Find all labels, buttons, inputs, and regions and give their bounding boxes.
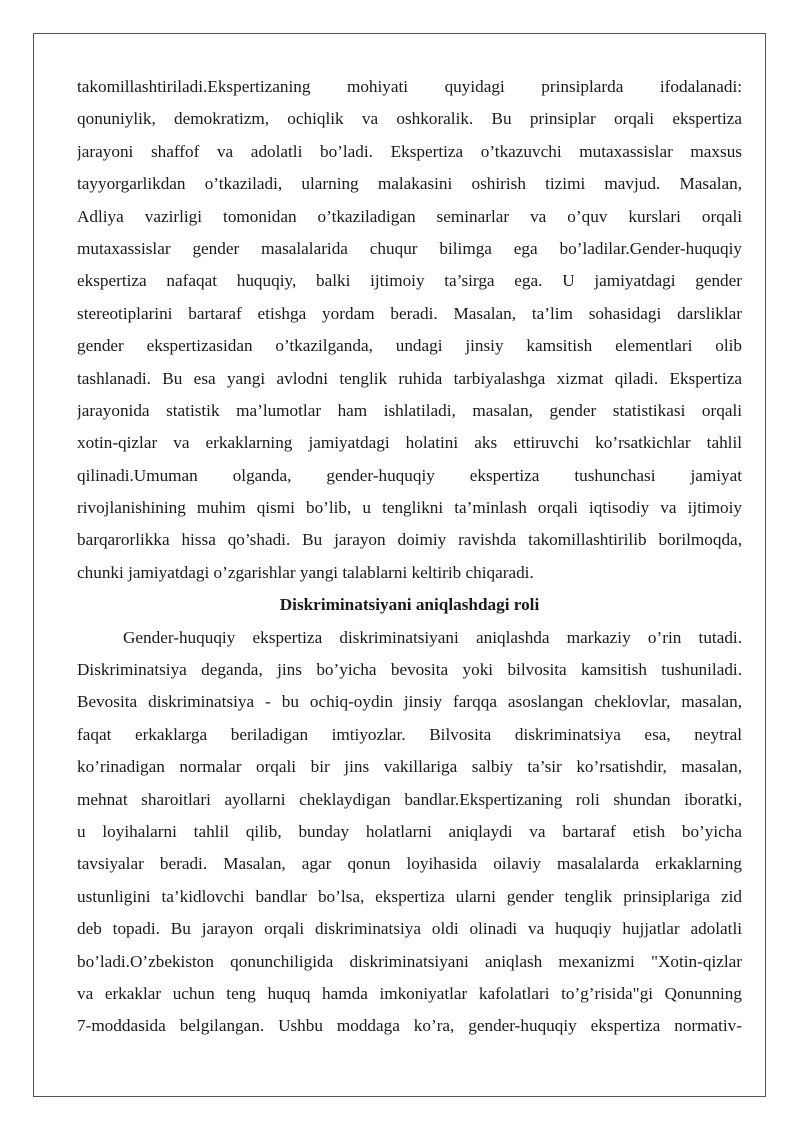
text-line: Gender-huquqiy ekspertiza diskriminatsiyani aniqlashda markaziy o’rin tutadi.: [123, 627, 742, 647]
text-line: mehnat sharoitlari ayollarni cheklaydigan bandlar.Ekspertizaning roli shundan iboratki,: [77, 789, 742, 809]
text-line: chunki jamiyatdagi o’zgarishlar yangi talablarni keltirib chiqaradi.: [77, 562, 534, 582]
text-line: ko’rinadigan normalar orqali bir jins vakillariga salbiy ta’sir ko’rsatishdir, masalan,: [77, 757, 742, 777]
text-line: ekspertiza nafaqat huquqiy, balki ijtimoiy ta’sirga ega. U jamiyatdagi gender: [77, 271, 742, 291]
text-line: deb topadi. Bu jarayon orqali diskriminatsiya oldi olinadi va huquqiy hujjatlar adolatli: [77, 919, 742, 939]
text-line: stereotiplarini bartaraf etishga yordam beradi. Masalan, ta’lim sohasidagi darsliklar: [77, 303, 742, 323]
text-line: tavsiyalar beradi. Masalan, agar qonun loyihasida oilaviy masalalarda erkaklarning: [77, 854, 742, 874]
text-line: ustunligini ta’kidlovchi bandlar bo’lsa, ekspertiza ularni gender tenglik prinsiplariga zid: [77, 886, 742, 906]
text-line: xotin-qizlar va erkaklarning jamiyatdagi holatini aks ettiruvchi ko’rsatkichlar tahlil: [77, 433, 742, 453]
text-line: jarayoni shaffof va adolatli bo’ladi. Ekspertiza o’tkazuvchi mutaxassislar maxsus: [77, 141, 742, 161]
paragraph-1: [77, 71, 742, 589]
text-line: 7-moddasida belgilangan. Ushbu moddaga ko’ra, gender-huquqiy ekspertiza normativ-: [77, 1016, 742, 1036]
text-line: mutaxassislar gender masalalarida chuqur bilimga ega bo’ladilar.Gender-huquqiy: [77, 238, 742, 258]
text-line: faqat erkaklarga beriladigan imtiyozlar. Bilvosita diskriminatsiya esa, neytral: [77, 724, 742, 744]
section-heading: Diskriminatsiyani aniqlashdagi roli: [279, 595, 540, 615]
text-line: tayyorgarlikdan o’tkaziladi, ularning malakasini oshirish tizimi mavjud. Masalan,: [77, 174, 742, 194]
text-line: Bevosita diskriminatsiya - bu ochiq-oydin jinsiy farqqa asoslangan cheklovlar, masalan,: [77, 692, 742, 712]
text-line: qilinadi.Umuman olganda, gender-huquqiy ekspertiza tushunchasi jamiyat: [77, 465, 742, 485]
text-line: va erkaklar uchun teng huquq hamda imkoniyatlar kafolatlari to’g’risida"gi Qonunning: [77, 983, 742, 1003]
text-line: tashlanadi. Bu esa yangi avlodni tenglik ruhida tarbiyalashga xizmat qiladi. Ekspertiza: [77, 368, 742, 388]
text-line: takomillashtiriladi.Ekspertizaning mohiyati quyidagi prinsiplarda ifodalanadi:: [77, 77, 742, 96]
text-line: Adliya vazirligi tomonidan o’tkaziladigan seminarlar va o’quv kurslari orqali: [77, 206, 742, 226]
text-line: rivojlanishining muhim qismi bo’lib, u tenglikni ta’minlash orqali iqtisodiy va ijtimoiy: [77, 498, 742, 518]
text-line: barqarorlikka hissa qo’shadi. Bu jarayon doimiy ravishda takomillashtirilib borilmoqda,: [77, 530, 742, 550]
text-line: qonuniylik, demokratizm, ochiqlik va oshkoralik. Bu prinsiplar orqali ekspertiza: [77, 109, 742, 129]
text-line: gender ekspertizasidan o’tkazilganda, undagi jinsiy kamsitish elementlari olib: [77, 336, 742, 356]
paragraph-2: [77, 622, 742, 1043]
text-line: Diskriminatsiya deganda, jins bo’yicha bevosita yoki bilvosita kamsitish tushuniladi.: [77, 660, 742, 680]
document-body: [77, 71, 742, 1043]
text-line: bo’ladi.O’zbekiston qonunchiligida diskriminatsiyani aniqlash mexanizmi "Xotin-qizlar: [77, 951, 742, 971]
text-line: jarayonida statistik ma’lumotlar ham ishlatiladi, masalan, gender statistikasi orqali: [77, 400, 742, 420]
text-line: u loyihalarni tahlil qilib, bunday holatlarni aniqlaydi va bartaraf etish bo’yicha: [77, 821, 742, 841]
